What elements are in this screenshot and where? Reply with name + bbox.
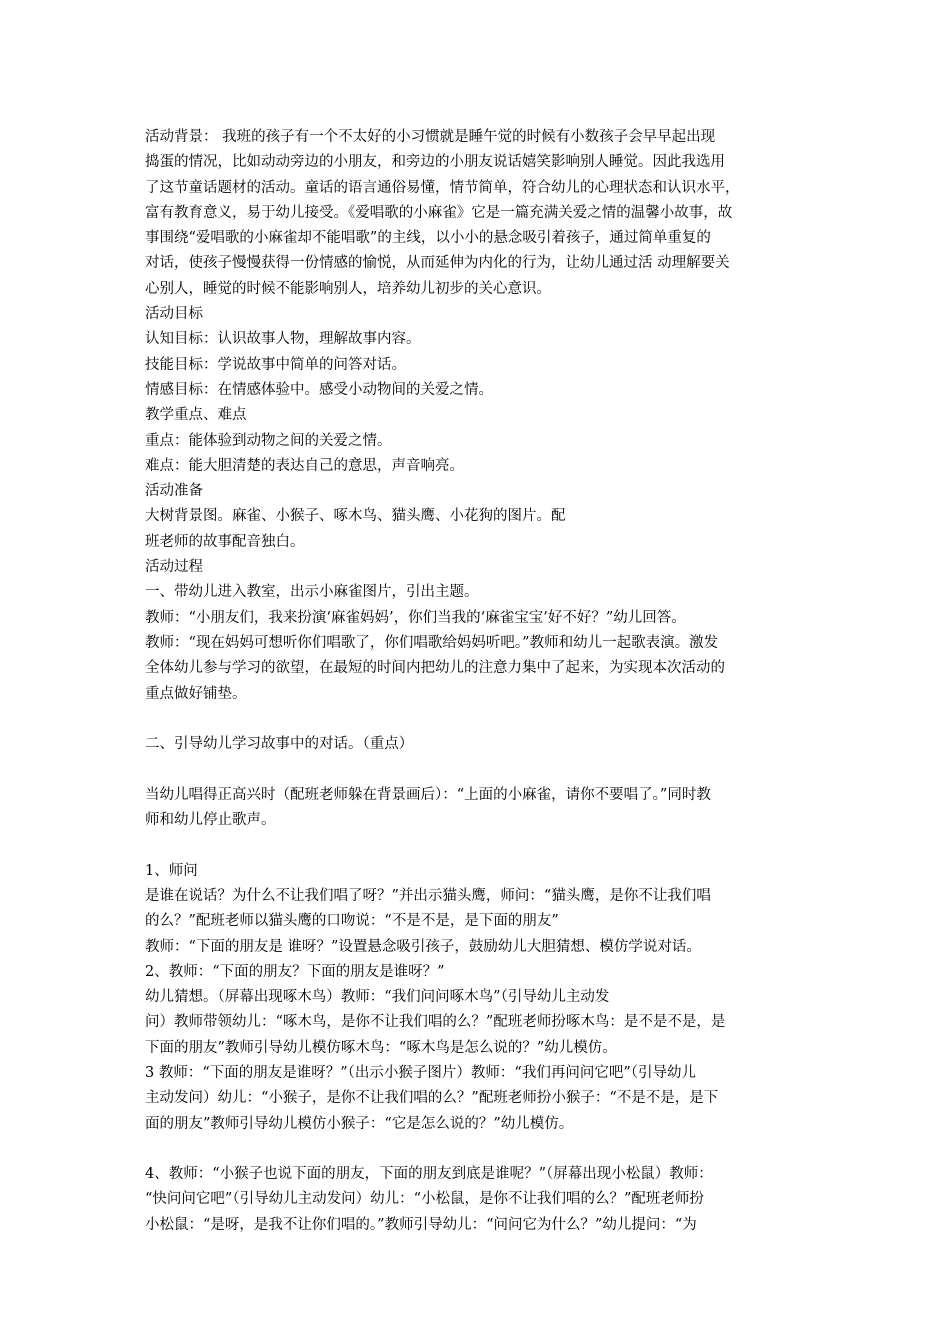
text-line: 师和幼儿停止歌声。 [145,812,276,829]
text-line: 难点：能大胆清楚的表达自己的意思，声音响亮。 [145,457,464,474]
text-line: 二、引导幼儿学习故事中的对话。（重点） [145,736,414,753]
text-line: 的么？”配班老师以猫头鹰的口吻说：“不是不是，是下面的朋友” [145,913,559,930]
document-body [145,125,813,1238]
text-line: 教师：“下面的朋友是 谁呀？”设置悬念吸引孩子，鼓励幼儿大胆猜想、模仿学说对话。 [145,938,701,955]
text-line: 教师：“小朋友们，我来扮演‘麻雀妈妈’，你们当我的‘麻雀宝宝’好不好？”幼儿回答。 [145,609,686,626]
text-line: 活动过程 [145,559,203,576]
text-line: 教师：“现在妈妈可想听你们唱歌了，你们唱歌给妈妈听吧。”教师和幼儿一起歌表演。激发 [145,634,719,651]
text-line: 1、师问 [145,862,198,879]
text-line: 问）教师带领幼儿：“啄木鸟，是你不让我们唱的么？”配班老师扮啄木鸟：是不是不是，是 [145,1014,726,1031]
text-line: 面的朋友”教师引导幼儿模仿小猴子：“它是怎么说的？”幼儿模仿。 [145,1115,574,1132]
text-line: 活动背景： 我班的孩子有一个不太好的小习惯就是睡午觉的时候有小数孩子会早早起出现 [145,129,716,145]
text-line: 教学重点、难点 [145,407,247,424]
text-line: 班老师的故事配音独白。 [145,533,305,550]
text-line: 活动准备 [145,483,203,500]
text-line: 下面的朋友”教师引导幼儿模仿啄木鸟：“啄木鸟是怎么说的？”幼儿模仿。 [145,1039,617,1056]
text-line: “快问问它吧”（引导幼儿主动发问）幼儿：“小松鼠，是你不让我们唱的么？”配班老师扮 [145,1191,704,1208]
blank-line [145,833,813,858]
text-line: 活动目标 [145,306,203,323]
text-line: 一、带幼儿进入教室，出示小麻雀图片，引出主题。 [145,584,479,601]
text-line: 主动发问）幼儿：“小猴子，是你不让我们唱的么？”配班老师扮小猴子：“不是不是，是下 [145,1090,719,1107]
text-line: 对话，使孩子慢慢获得一份情感的愉悦，从而延伸为内化的行为，让幼儿通过活 动理解要关 [145,255,730,272]
text-line: 重点做好铺垫。 [145,685,247,702]
text-line: 事围绕“爱唱歌的小麻雀却不能唱歌”的主线，以小小的悬念吸引着孩子，通过简单重复的 [145,230,711,247]
text-line: 了这节童话题材的活动。童话的语言通俗易懂，情节简单，符合幼儿的心理状态和认识水平， [145,179,740,196]
text-line: 技能目标：学说故事中简单的问答对话。 [145,356,406,373]
blank-line [145,757,813,782]
text-line: 全体幼儿参与学习的欲望，在最短的时间内把幼儿的注意力集中了起来，为实现本次活动的 [145,660,725,677]
text-line: 当幼儿唱得正高兴时（配班老师躲在背景画后）：“上面的小麻雀，请你不要唱了。”同时教 [145,786,711,803]
text-line: 是谁在说话？为什么不让我们唱了呀？”并出示猫头鹰，师问：“猫头鹰，是你不让我们唱 [145,887,711,904]
text-line: 捣蛋的情况，比如动动旁边的小朋友，和旁边的小朋友说话嬉笑影响别人睡觉。因此我选用 [145,154,725,171]
text-line: 幼儿猜想。（屏幕出现啄木鸟）教师：“我们问问啄木鸟”（引导幼儿主动发 [145,989,610,1006]
text-line: 小松鼠：“是呀，是我不让你们唱的。”教师引导幼儿：“问问它为什么？”幼儿提问：“为 [145,1216,697,1233]
blank-line [145,707,813,732]
text-line: 3 教师：“下面的朋友是谁呀？”（出示小猴子图片）教师：“我们再问问它吧”（引导幼儿 [145,1064,696,1081]
blank-line [145,1137,813,1162]
text-line: 重点：能体验到动物之间的关爱之情。 [145,432,392,449]
text-line: 认知目标：认识故事人物，理解故事内容。 [145,331,421,348]
text-line: 情感目标：在情感体验中。感受小动物间的关爱之情。 [145,381,493,398]
text-line: 2、教师：“下面的朋友？下面的朋友是谁呀？” [145,963,445,980]
text-line: 心别人，睡觉的时候不能影响别人，培养幼儿初步的关心意识。 [145,280,551,297]
text-line: 大树背景图。麻雀、小猴子、啄木鸟、猫头鹰、小花狗的图片。配 [145,508,566,525]
text-line: 4、教师：“小猴子也说下面的朋友，下面的朋友到底是谁呢？”（屏幕出现小松鼠）教师： [145,1166,713,1183]
text-line: 富有教育意义，易于幼儿接受。《爱唱歌的小麻雀》它是一篇充满关爱之情的温馨小故事，故 [145,204,733,221]
